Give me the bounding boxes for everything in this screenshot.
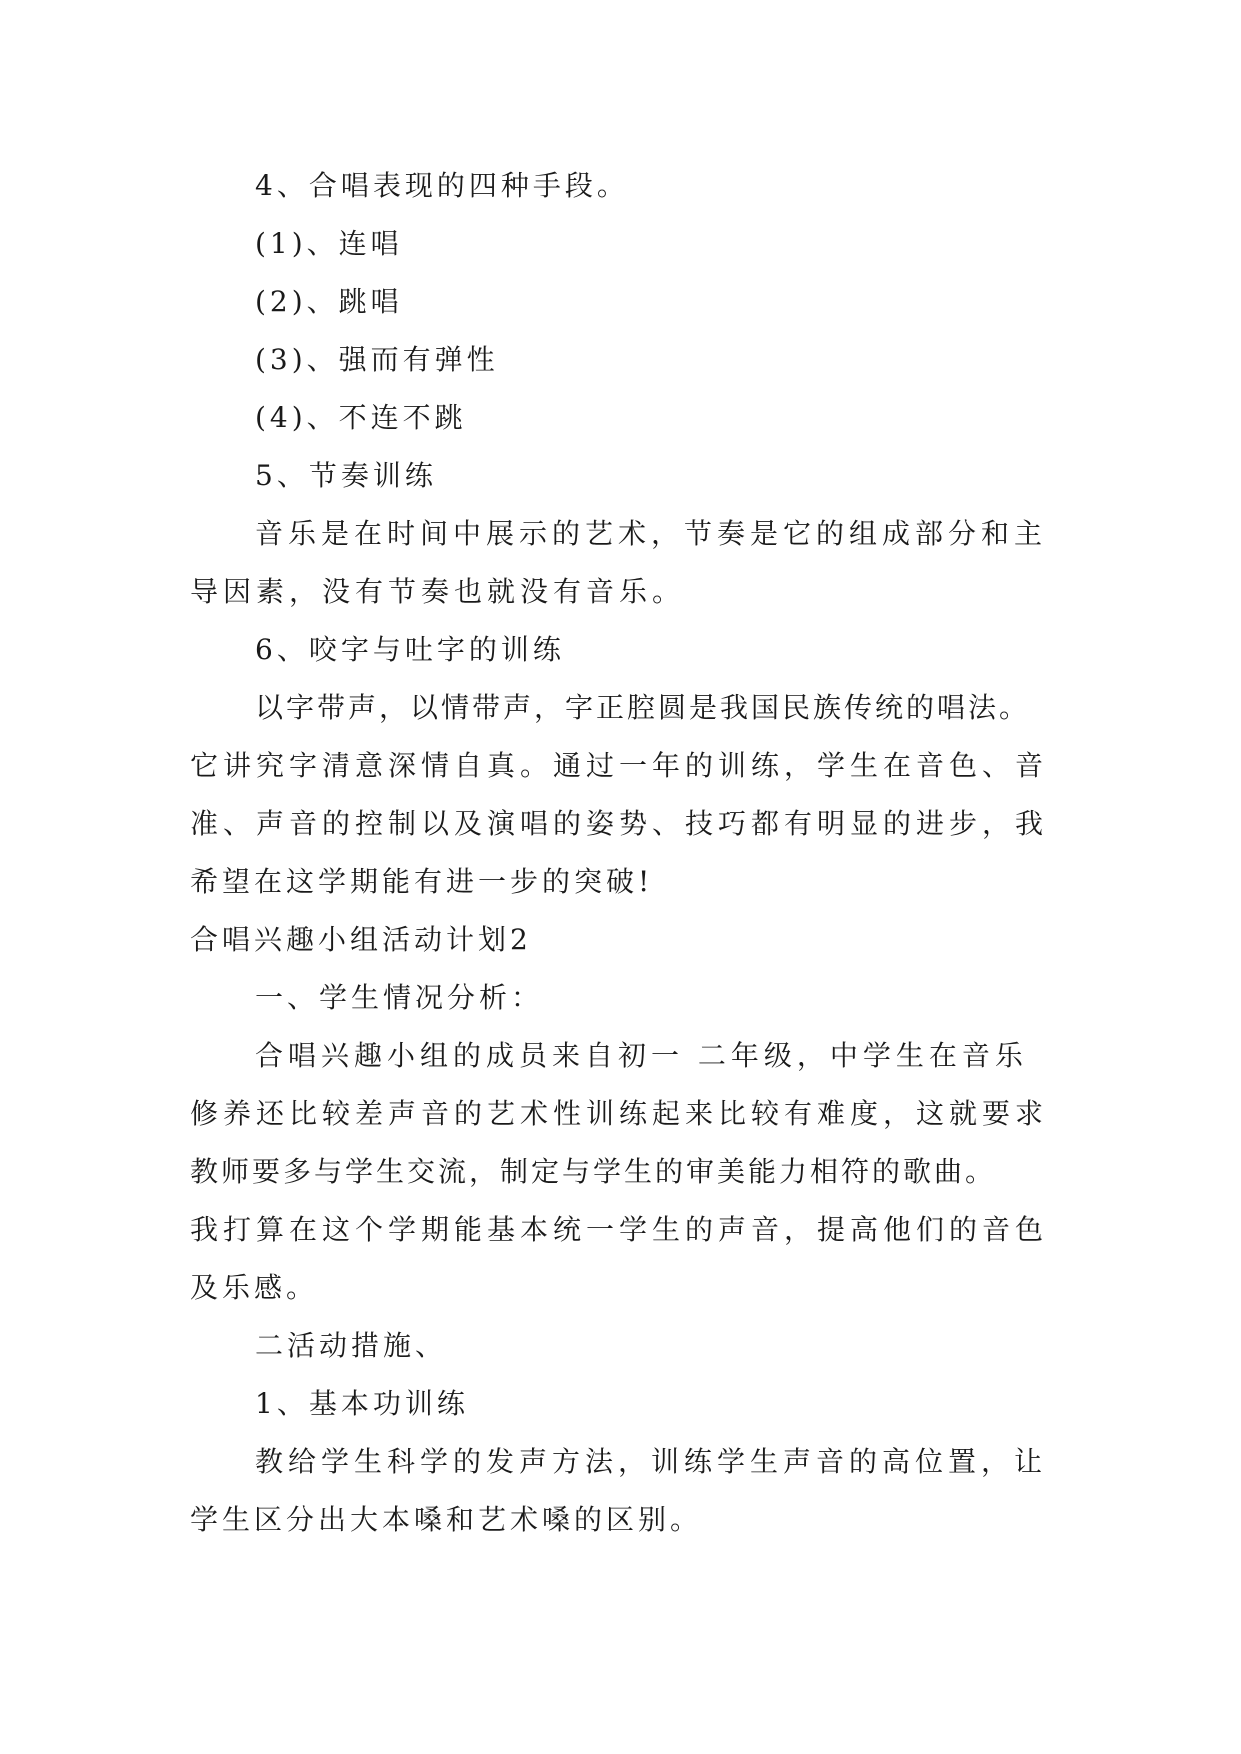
paragraph-line: 以字带声，以情带声，字正腔圆是我国民族传统的唱法。 <box>255 691 1031 724</box>
paragraph-line: 准、声音的控制以及演唱的姿势、技巧都有明显的进步，我 <box>190 807 1049 840</box>
section-heading: 6、咬字与吐字的训练 <box>255 633 565 666</box>
section-heading: 5、节奏训练 <box>255 459 437 492</box>
list-item: (1)、连唱 <box>255 227 403 260</box>
section-heading: 1、基本功训练 <box>255 1387 469 1420</box>
paragraph-line: 我打算在这个学期能基本统一学生的声音，提高他们的音色 <box>190 1213 1049 1246</box>
document-title: 合唱兴趣小组活动计划2 <box>190 923 532 956</box>
paragraph-line: 及乐感。 <box>190 1271 319 1304</box>
paragraph-line: 修养还比较差声音的艺术性训练起来比较有难度，这就要求 <box>190 1097 1049 1130</box>
list-item: (3)、强而有弹性 <box>255 343 499 376</box>
paragraph-line: 希望在这学期能有进一步的突破! <box>190 865 654 898</box>
paragraph-line: 教给学生科学的发声方法，训练学生声音的高位置，让 <box>255 1445 1048 1478</box>
section-heading: 一、学生情况分析： <box>255 981 544 1014</box>
paragraph-line: 教师要多与学生交流，制定与学生的审美能力相符的歌曲。 <box>190 1155 997 1188</box>
list-item: (2)、跳唱 <box>255 285 403 318</box>
list-item: (4)、不连不跳 <box>255 401 467 434</box>
list-heading: 4、合唱表现的四种手段。 <box>255 169 629 202</box>
paragraph-line: 合唱兴趣小组的成员来自初一 二年级，中学生在音乐 <box>255 1039 1028 1072</box>
paragraph-line: 音乐是在时间中展示的艺术，节奏是它的组成部分和主 <box>255 517 1048 550</box>
section-heading: 二活动措施、 <box>255 1329 448 1362</box>
paragraph-line: 它讲究字清意深情自真。通过一年的训练，学生在音色、音 <box>190 749 1049 782</box>
paragraph-line: 学生区分出大本嗓和艺术嗓的区别。 <box>190 1503 703 1536</box>
paragraph-line: 导因素，没有节奏也就没有音乐。 <box>190 575 686 608</box>
